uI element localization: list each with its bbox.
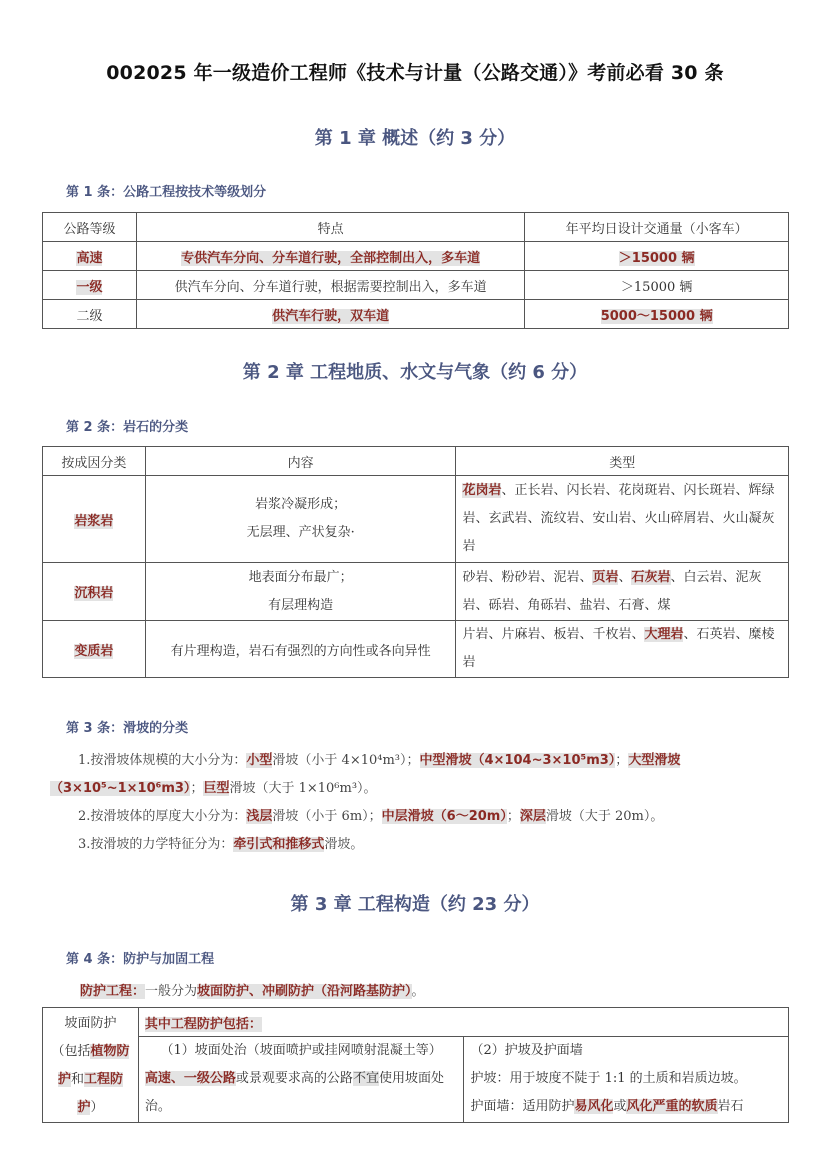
feature-cell: 专供汽车分向、分车道行驶，全部控制出入，多车道 — [181, 250, 481, 266]
feature-cell: 供汽车行驶，双车道 — [272, 308, 390, 324]
type-text: 、正长岩、闪长岩、花岗斑岩、闪长斑岩、辉绿岩、玄武岩、流纹岩、安山岩、火山碎屑岩、火山凝灰岩 — [462, 483, 775, 554]
chapter-3-heading: 第 3 章 工程构造（约 23 分） — [290, 894, 540, 915]
highlight: 风化严重的软质 — [626, 1099, 718, 1115]
table-row — [43, 1008, 789, 1037]
text: （1）坡面处治（坡面喷护或挂网喷射混凝土等） — [160, 1043, 442, 1059]
feature-cell: 供汽车分向、分车道行驶，根据需要控制出入，多车道 — [136, 271, 524, 300]
text: 3.按滑坡的力学特征分为： — [78, 837, 234, 852]
section-4-heading: 第 4 条：防护与加固工程 — [66, 952, 215, 967]
text: 坡面防护 — [64, 1016, 117, 1031]
type-cell — [456, 476, 789, 563]
table-row — [43, 563, 789, 621]
traffic-cell: 5000～15000 辆 — [600, 308, 713, 324]
section-1-heading: 第 1 条：公路工程按技术等级划分 — [66, 185, 267, 200]
text: 护坡：用于坡度不陡于 1:1 的土质和岩质边坡。 — [470, 1071, 747, 1087]
content-cell — [145, 476, 456, 563]
landslide-scale-paragraph — [50, 747, 790, 803]
rock-name-cell: 变质岩 — [74, 643, 114, 659]
highlight: 不宜 — [352, 1071, 379, 1087]
text: （包括 — [51, 1044, 91, 1059]
text: ） — [90, 1100, 104, 1115]
text: 滑坡（大于 1×10⁶m³）。 — [229, 781, 377, 796]
slope-protection-table — [42, 1007, 789, 1123]
table-row — [43, 271, 789, 300]
traffic-cell: ＞15000 辆 — [618, 250, 695, 266]
highlight: 浅层 — [246, 809, 273, 824]
header-type: 类型 — [456, 447, 789, 476]
header-feature: 特点 — [136, 213, 524, 242]
highlight: 其中工程防护包括： — [144, 1016, 262, 1032]
content-line: 有层理构造 — [268, 597, 334, 613]
highlight: 坡面防护、冲刷防护（沿河路基防护） — [197, 984, 412, 999]
content-line: 岩浆冷凝形成； — [255, 497, 347, 512]
type-text: 、石英岩、糜棱岩 — [462, 627, 775, 670]
table-header-row — [43, 213, 789, 242]
highlight: 中层滑坡（6～20m） — [381, 809, 507, 824]
header-traffic: 年平均日设计交通量（小客车） — [525, 213, 789, 242]
text: 和 — [70, 1072, 84, 1087]
highlight: 植物防护 — [57, 1044, 130, 1087]
header-origin: 按成因分类 — [43, 447, 146, 476]
highlight: 防护工程： — [80, 984, 146, 999]
highlight: 小型 — [246, 753, 273, 768]
landslide-mechanics-paragraph — [50, 831, 790, 859]
type-cell — [456, 621, 789, 678]
text: 使用坡面处治。 — [144, 1071, 444, 1115]
type-text: 、白云岩、泥灰岩、砾岩、角砾岩、盐岩、石膏、煤 — [462, 569, 762, 613]
text: 2.按滑坡体的厚度大小分为： — [78, 809, 247, 824]
content-line: 无层理、产状复杂· — [246, 525, 355, 540]
text: 滑坡（小于 4×10⁴m³）； — [272, 753, 420, 768]
slope-treatment-cell — [138, 1037, 464, 1123]
chapter-2-heading: 第 2 章 工程地质、水文与气象（约 6 分） — [242, 362, 588, 383]
text: 1.按滑坡体规模的大小分为： — [78, 753, 247, 768]
highlight: 巨型 — [203, 781, 230, 796]
type-text: 片岩、片麻岩、板岩、千枚岩、 — [462, 627, 645, 642]
highway-grade-table — [42, 212, 789, 329]
text: 或景观要求高的公路 — [235, 1071, 353, 1087]
text: ； — [190, 781, 204, 796]
table-row — [43, 621, 789, 678]
text: 滑坡（大于 20m）。 — [545, 809, 664, 824]
traffic-cell: ＞15000 辆 — [525, 271, 789, 300]
text: 滑坡。 — [324, 837, 364, 852]
engineering-protection-heading-cell — [138, 1008, 788, 1037]
table-row — [43, 300, 789, 329]
content-line: 地表面分布最广； — [248, 569, 353, 585]
grade-cell: 高速 — [76, 250, 103, 266]
text: 一般分为 — [145, 984, 198, 999]
text: 。 — [411, 984, 425, 999]
text: ； — [615, 753, 629, 768]
table-row — [43, 242, 789, 271]
highlight: 深层 — [519, 809, 546, 824]
text: （2）护坡及护面墙 — [470, 1043, 583, 1059]
highlight: 大型滑坡（3×10⁵~1×10⁶m3） — [50, 753, 681, 796]
content-cell — [145, 563, 456, 621]
table-row — [43, 1037, 789, 1123]
highlight: 高速、一级公路 — [144, 1071, 236, 1087]
grade-cell: 二级 — [43, 300, 137, 329]
section-3-heading: 第 3 条：滑坡的分类 — [66, 721, 189, 736]
slope-protection-label-cell — [43, 1008, 139, 1123]
table-row — [43, 476, 789, 563]
type-text: 砂岩、粉砂岩、泥岩、 — [462, 569, 593, 585]
section-2-heading: 第 2 条：岩石的分类 — [66, 420, 189, 435]
type-text: 、 — [618, 569, 632, 585]
revetment-cell — [464, 1037, 789, 1123]
text: 岩石 — [717, 1099, 744, 1115]
document-title: 002025 年一级造价工程师《技术与计量（公路交通）》考前必看 30 条 — [106, 62, 724, 84]
text: ； — [506, 809, 520, 824]
highlight: 牵引式和推移式 — [233, 837, 325, 852]
highlight: 工程防护 — [77, 1072, 123, 1115]
highlight: 中型滑坡（4×104~3×10⁵m3） — [419, 753, 616, 768]
chapter-1-heading: 第 1 章 概述（约 3 分） — [314, 128, 516, 149]
content-cell: 有片理构造，岩石有强烈的方向性或各向异性 — [145, 621, 456, 678]
header-grade: 公路等级 — [43, 213, 137, 242]
text: 护面墙：适用防护 — [470, 1099, 575, 1115]
landslide-thickness-paragraph — [50, 803, 790, 831]
header-content: 内容 — [145, 447, 456, 476]
protection-intro-paragraph — [80, 978, 800, 1006]
highlight: 易风化 — [574, 1099, 614, 1115]
highlight: 页岩 — [592, 569, 619, 585]
highlight: 大理岩 — [644, 627, 684, 642]
type-cell — [456, 563, 789, 621]
grade-cell: 一级 — [76, 279, 103, 295]
rock-name-cell: 沉积岩 — [74, 586, 114, 601]
highlight: 石灰岩 — [631, 569, 671, 585]
rock-classification-table — [42, 446, 789, 678]
highlight: 花岗岩 — [462, 483, 502, 498]
table-header-row — [43, 447, 789, 476]
text: 滑坡（小于 6m）； — [272, 809, 382, 824]
text: 或 — [613, 1099, 627, 1115]
rock-name-cell: 岩浆岩 — [74, 513, 114, 529]
